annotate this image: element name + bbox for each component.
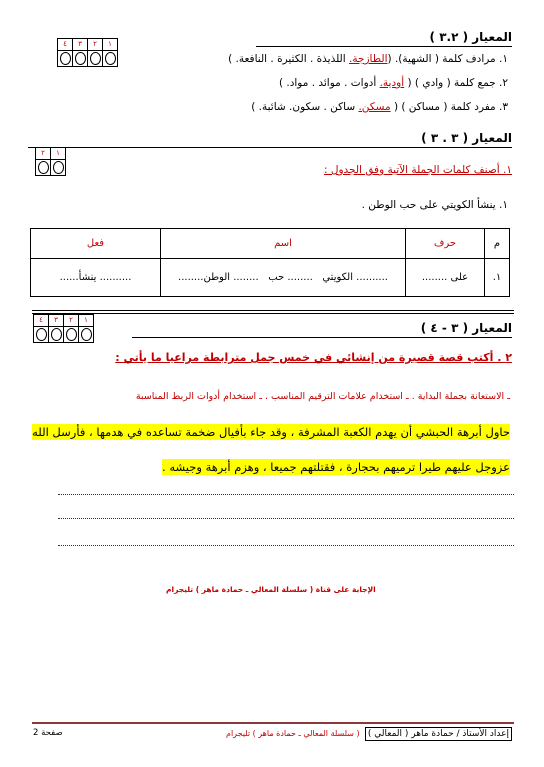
score-box-1: ٤ ٣ ٢ ١	[57, 38, 118, 67]
section-separator	[32, 310, 514, 314]
classify-question: ١. أصنف كلمات الجملة الآتية وفق الجدول :	[323, 164, 512, 176]
header-num: م	[485, 229, 510, 259]
score-circle[interactable]	[105, 52, 116, 65]
story-question: ٢ . أكتب قصة قصيرة من إنشائي في خمس جمل مترابطة مراعيا ما يأتي :	[115, 351, 512, 364]
score-circle[interactable]	[75, 52, 86, 65]
criterion-1-divider	[256, 46, 512, 47]
plural-line: ٢. جمع كلمة ( وادي ) ( أودية. أدوات . موائد . مواد. )	[278, 77, 508, 89]
criterion-2-divider	[28, 147, 512, 148]
plural-answer: أودية.	[379, 77, 405, 89]
score-box-2: ٢ ١	[35, 147, 66, 176]
singular-line: ٣. مفرد كلمة ( مساكن ) ( مسكن. ساكن . سكون. شائبة. )	[251, 101, 508, 113]
story-line-2: عزوجل عليهم طيرا ترميهم بحجارة ، فقتلتهم جميعا ، وهزم أبرهة وجيشه .	[162, 460, 510, 474]
cell-harf[interactable]: على ........	[406, 259, 485, 297]
cell-fil[interactable]: .......... ينشأ......	[31, 259, 161, 297]
score-box-3: ٤ ٣ ٢ ١	[33, 314, 94, 343]
score-circle[interactable]	[38, 161, 49, 174]
story-line-1: حاول أبرهة الحبشي أن يهدم الكعبة المشرفة ، وقد جاء بأفيال ضخمة تساعده في هدمها ، فأرسل الله	[32, 425, 510, 439]
header-fil: فعل	[31, 229, 161, 259]
criterion-1-title: المعيار ( ٣.٢ )	[429, 30, 512, 44]
footer-rule	[32, 722, 514, 724]
header-harf: حرف	[406, 229, 485, 259]
row-num: ١.	[485, 259, 510, 297]
criterion-3-divider	[132, 337, 512, 338]
score-circle[interactable]	[53, 161, 64, 174]
score-circle[interactable]	[81, 328, 92, 341]
score-circle[interactable]	[90, 52, 101, 65]
synonym-line: ١. مرادف كلمة ( الشهية). (الطازجة. اللذيذة . الكثيرة . النافعة. )	[228, 53, 508, 65]
cell-ism[interactable]: .......... الكويتي ........ حب ........ الوطن........	[161, 259, 406, 297]
score-circle[interactable]	[60, 52, 71, 65]
writing-line[interactable]	[58, 545, 514, 546]
writing-line[interactable]	[58, 518, 514, 519]
criterion-2-title: المعيار ( ٣ . ٣ )	[421, 131, 512, 145]
score-circle[interactable]	[66, 328, 77, 341]
footer-author: إعداد الأستاذ / حمادة ماهر ( المعالي )	[365, 727, 512, 741]
classification-table	[30, 228, 510, 297]
footer-series: ( سلسلة المعالي ـ حمادة ماهر ) تليجرام	[226, 729, 360, 738]
score-circle[interactable]	[36, 328, 47, 341]
story-guidelines: ـ الاستعانة بجملة البداية . ـ استخدام علامات الترقيم المناسب . ـ استخدام أدوات الربط المناسبة	[135, 391, 510, 402]
singular-answer: مسكن.	[358, 101, 391, 113]
writing-line[interactable]	[58, 494, 514, 495]
classify-sentence: ١. ينشأ الكويتي على حب الوطن .	[361, 199, 508, 211]
page-number: صفحة 2	[33, 728, 63, 738]
answer-channel-note: الإجابة على قناة ( سلسلة المعالي ـ حمادة ماهر ) تليجرام	[166, 585, 376, 594]
criterion-3-title: المعيار ( ٣ - ٤ )	[420, 321, 512, 335]
header-ism: اسم	[161, 229, 406, 259]
synonym-answer: الطازجة.	[349, 53, 388, 65]
score-circle[interactable]	[51, 328, 62, 341]
